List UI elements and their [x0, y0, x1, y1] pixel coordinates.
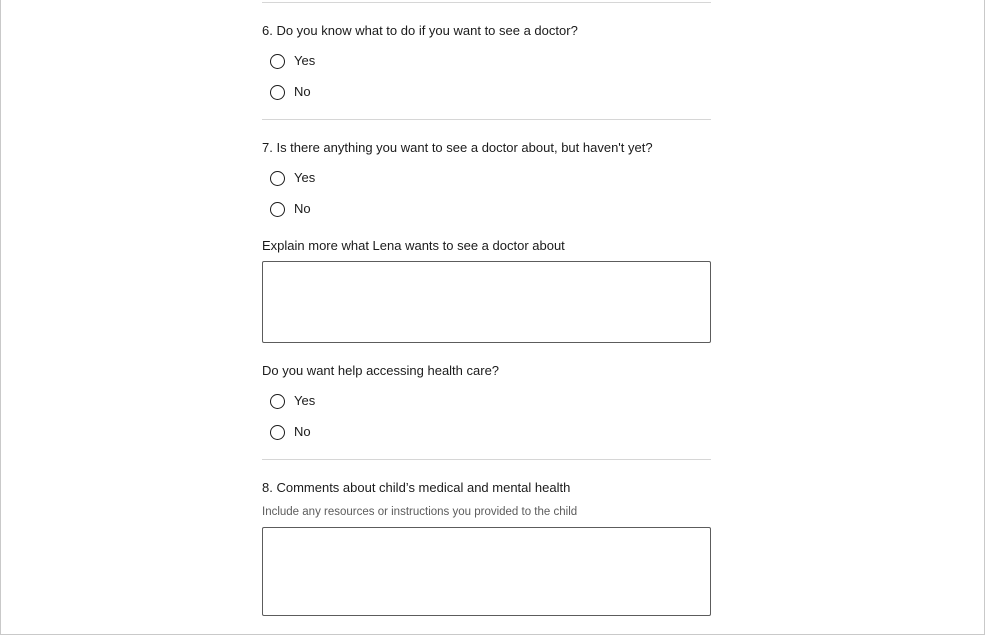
question-8-label: 8. Comments about child’s medical and mental health — [262, 480, 571, 495]
radio-circle-icon[interactable] — [270, 171, 285, 186]
q7-radio-no[interactable] — [270, 201, 311, 217]
explain-doctor-textarea[interactable] — [262, 261, 711, 343]
section-divider — [262, 119, 711, 120]
q7-radio-yes[interactable] — [270, 170, 315, 186]
radio-label: No — [294, 201, 311, 216]
comments-textarea[interactable] — [262, 527, 711, 616]
q6-radio-yes[interactable] — [270, 53, 315, 69]
explain-doctor-label: Explain more what Lena wants to see a doctor about — [262, 238, 565, 253]
radio-circle-icon[interactable] — [270, 85, 285, 100]
help-health-care-label: Do you want help accessing health care? — [262, 363, 500, 378]
question-7-label: 7. Is there anything you want to see a doctor about, but haven't yet? — [262, 140, 653, 155]
help-radio-no[interactable] — [270, 424, 311, 440]
radio-label: Yes — [294, 53, 316, 68]
radio-circle-icon[interactable] — [270, 394, 285, 409]
question-8-hint: Include any resources or instructions you provided to the child — [262, 506, 578, 518]
radio-label: Yes — [294, 393, 316, 408]
q6-radio-no[interactable] — [270, 84, 311, 100]
section-divider — [262, 2, 711, 3]
radio-circle-icon[interactable] — [270, 202, 285, 217]
question-6-label: 6. Do you know what to do if you want to see a doctor? — [262, 23, 578, 38]
help-radio-yes[interactable] — [270, 393, 315, 409]
radio-circle-icon[interactable] — [270, 425, 285, 440]
radio-label: No — [294, 424, 311, 439]
section-divider — [262, 459, 711, 460]
radio-label: No — [294, 84, 311, 99]
radio-circle-icon[interactable] — [270, 54, 285, 69]
radio-label: Yes — [294, 170, 316, 185]
